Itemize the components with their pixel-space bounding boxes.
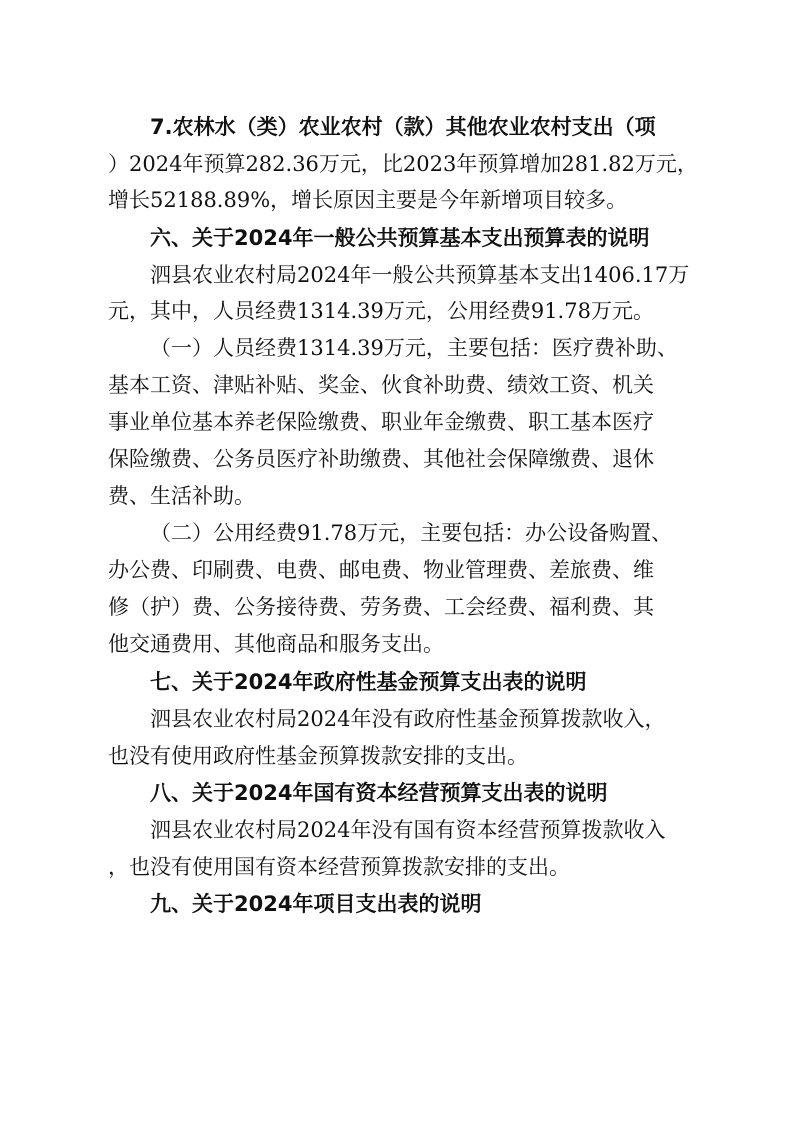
section-7-heading: 7.农林水（类）农业农村（款）其他农业农村支出（项 xyxy=(150,115,656,139)
paragraph-line: 泗县农业农村局2024年没有国有资本经营预算拨款收入 xyxy=(150,818,666,842)
paragraph-line: （一）人员经费1314.39万元，主要包括：医疗费补助、 xyxy=(150,336,678,360)
section-9-heading: 九、关于2024年项目支出表的说明 xyxy=(150,892,482,916)
paragraph-line: 泗县农业农村局2024年一般公共预算基本支出1406.17万 xyxy=(150,263,690,287)
section-7b-heading: 七、关于2024年政府性基金预算支出表的说明 xyxy=(150,670,587,694)
paragraph-line: ）2024年预算282.36万元，比2023年预算增加281.82万元， xyxy=(108,152,698,176)
paragraph-line: （二）公用经费91.78万元，主要包括：办公设备购置、 xyxy=(150,521,673,545)
paragraph-line: 泗县农业农村局2024年没有政府性基金预算拨款收入， xyxy=(150,707,666,731)
paragraph-line: 保险缴费、公务员医疗补助缴费、其他社会保障缴费、退休 xyxy=(108,447,654,471)
paragraph-line: ，也没有使用国有资本经营预算拨款安排的支出。 xyxy=(108,855,570,879)
paragraph-line: 费、生活补助。 xyxy=(108,484,255,508)
paragraph-line: 办公费、印刷费、电费、邮电费、物业管理费、差旅费、维 xyxy=(108,558,654,582)
section-6-heading: 六、关于2024年一般公共预算基本支出预算表的说明 xyxy=(150,226,650,250)
paragraph-line: 他交通费用、其他商品和服务支出。 xyxy=(108,632,444,656)
paragraph-line: 事业单位基本养老保险缴费、职业年金缴费、职工基本医疗 xyxy=(108,410,654,434)
paragraph-line: 也没有使用政府性基金预算拨款安排的支出。 xyxy=(108,744,528,768)
section-8-heading: 八、关于2024年国有资本经营预算支出表的说明 xyxy=(150,781,608,805)
paragraph-line: 修（护）费、公务接待费、劳务费、工会经费、福利费、其 xyxy=(108,595,654,619)
paragraph-line: 增长52188.89%，增长原因主要是今年新增项目较多。 xyxy=(108,188,628,212)
paragraph-line: 基本工资、津贴补贴、奖金、伙食补助费、绩效工资、机关 xyxy=(108,373,654,397)
paragraph-line: 元，其中，人员经费1314.39万元，公用经费91.78万元。 xyxy=(108,299,654,323)
